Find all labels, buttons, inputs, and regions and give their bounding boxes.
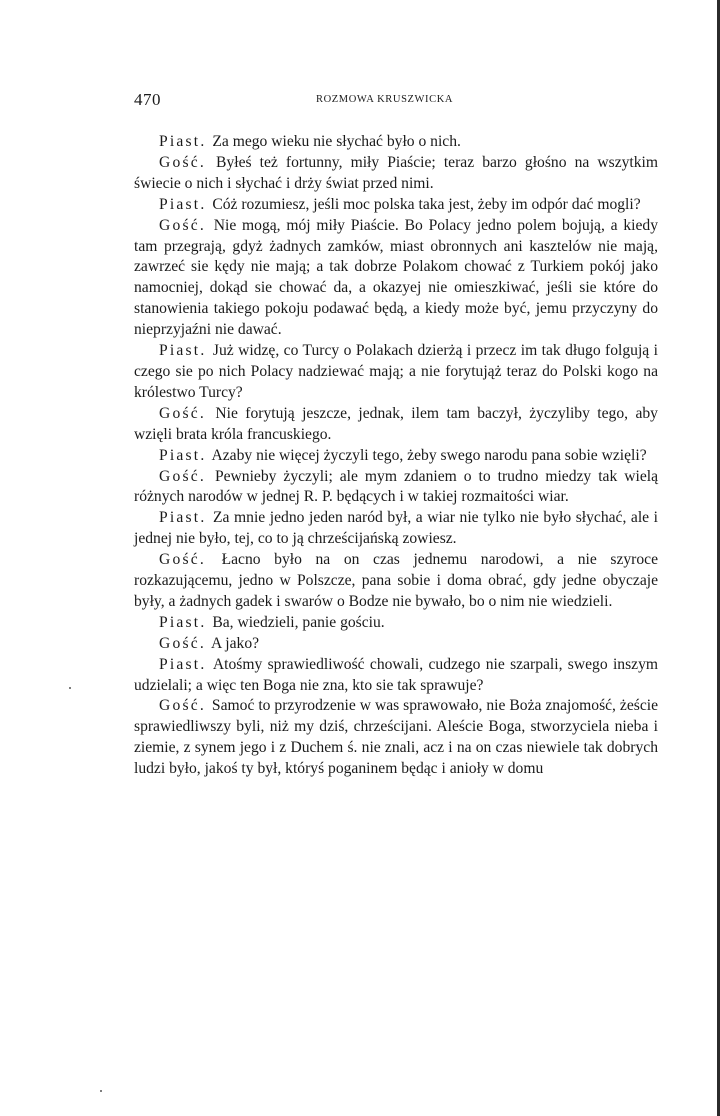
paper-speck [69,687,71,689]
dialogue-turn [134,508,658,550]
speaker-name: Gość. [159,153,206,171]
turn-text: Samoć to przyrodzenie w was sprawowało, nie Boża znajomość, żeście sprawiedliwszy byli, niż my dziś, chrześcijani. Aleście Boga, stworzyciela nieba i ziemie, z synem jego i z Duchem ś. nie znali, acz i na on czas niewiele tak dobrych ludzi było, jakoś ty był, któryś poganinem będąc i anioły w domu [134,697,658,778]
dialogue-turn [134,446,658,467]
speaker-name: Piast. [159,446,207,464]
dialogue-turn [134,467,658,509]
turn-text: Pewnieby życzyli; ale mym zdaniem o to trudno miedzy tak wielą różnych narodów w jednej R. P. będących i w takiej rozmaitości wiar. [134,467,658,506]
speaker-name: Gość. [159,467,206,485]
turn-text: Ba, wiedzieli, panie gościu. [212,613,385,631]
speaker-name: Piast. [159,655,207,673]
running-title: ROZMOWA KRUSZWICKA [316,94,454,105]
turn-text: Nie forytują jeszcze, jednak, ilem tam baczył, życzyliby tego, aby wzięli brata króla francuskiego. [134,404,658,443]
speaker-name: Piast. [159,509,207,527]
turn-text: Za mnie jedno jeden naród był, a wiar nie tylko nie było słychać, ale i jednej nie było, tej, co to ją chrześcijańską zowiesz. [134,509,658,548]
turn-text: Nie mogą, mój miły Piaście. Bo Polacy jedno polem bojują, a kiedy tam przegrają, gdyż żadnych zamków, miast obronnych ani kasztelów nie mają, zawrzeć sie kędy nie mają; a tak dobrze Polakom chować z Turkiem pokój jako namocniej, dokąd sie chować da, a okazyej nie omieszkiwać, jeśli sie które do stanowienia takiego pokoju podawać będą, a kiedy może być, jemu przyczyny do nieprzyjaźni nie dawać. [134,216,658,339]
turn-text: Azaby nie więcej życzyli tego, żeby swego narodu pana sobie wzięli? [211,446,647,464]
speaker-name: Gość. [159,551,206,569]
speaker-name: Gość. [159,697,206,715]
speaker-name: Gość. [159,216,206,234]
dialogue-turn [134,696,658,780]
dialogue-turn [134,341,658,404]
speaker-name: Piast. [159,133,207,150]
dialogue-turn [134,153,658,195]
speaker-name: Piast. [159,613,207,631]
dialogue-body [134,132,658,780]
turn-text: Byłeś też fortunny, miły Piaście; teraz barzo głośno na wszytkim świecie o nich i słychać i drży świat przed nimi. [134,153,659,192]
speaker-name: Piast. [159,342,207,360]
turn-text: Już widzę, co Turcy o Polakach dzierżą i przecz im tak długo folgują i czego sie po nich Polacy nadziewać mają; a nie forytująż teraz do Polski kogo na królestwo Turcy? [134,342,658,401]
turn-text: Atośmy sprawiedliwość chowali, cudzego nie szarpali, swego inszym udzielali; a więc ten Boga nie zna, kto sie tak sprawuje? [134,655,658,694]
speaker-name: Piast. [159,195,207,213]
speaker-name: Gość. [159,634,206,652]
paper-speck [100,1090,102,1092]
turn-text: Cóż rozumiesz, jeśli moc polska taka jest, żeby im odpór dać mogli? [212,195,641,213]
dialogue-turn [134,195,658,216]
dialogue-turn [134,634,658,655]
dialogue-turn [134,613,658,634]
page-header [134,90,658,112]
turn-text: Łacno było na on czas jednemu narodowi, a nie szyroce rozkazującemu, jedno w Polszcze, pana sobie i doma obrać, gdy jedne obyczaje były, a żadnych gadek i swarów o Bodze nie bywało, bo o nim nie wiedzieli. [134,551,658,610]
dialogue-turn [134,404,658,446]
turn-text: Za mego wieku nie słychać było o nich. [212,133,461,150]
dialogue-turn [134,216,658,341]
dialogue-turn [134,655,658,697]
page-number: 470 [134,90,161,109]
turn-text: A jako? [211,634,260,652]
dialogue-turn [134,132,658,153]
speaker-name: Gość. [159,404,206,422]
dialogue-turn [134,550,658,613]
